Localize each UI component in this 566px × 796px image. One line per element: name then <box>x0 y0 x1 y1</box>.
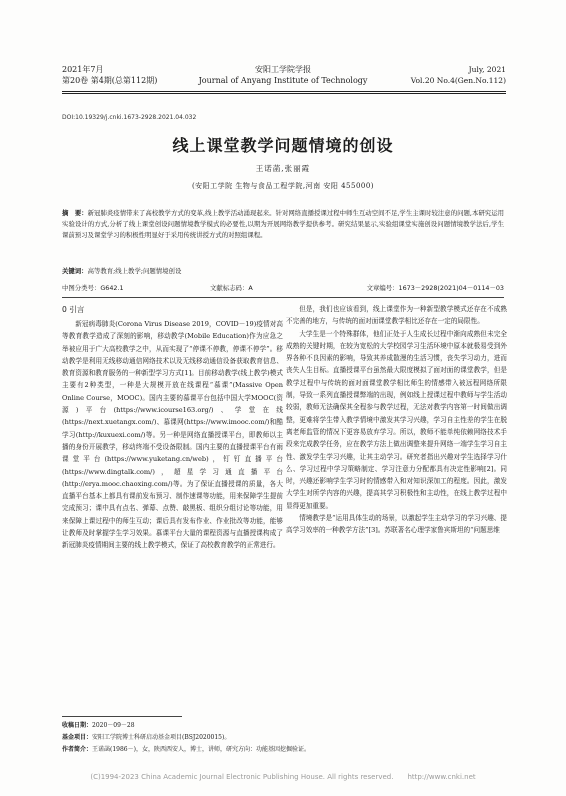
header-rule-bottom <box>62 93 506 94</box>
article-title: 线上课堂教学问题情境的创设 <box>172 136 394 155</box>
paragraph: 情境教学是“运用具体生动的场景，以激起学生主动学习的学习兴趣、提高学习效率的一种教学方法”[3]。苏联著名心理学家鲁宾斯坦的“问题思维 <box>286 514 507 535</box>
keywords <box>62 266 504 277</box>
keywords-text: 高等教育;线上教学;问题情境创设 <box>87 267 182 275</box>
section-heading: 0 引言 <box>62 305 85 314</box>
header-right <box>411 64 506 86</box>
journal-name-en: Journal of Anyang Institute of Technology <box>198 76 368 85</box>
header-rule-top <box>62 91 506 92</box>
fund-text: 安阳工学院博士科研启动基金项目(BSJ2020015)。 <box>92 734 231 741</box>
abstract <box>62 208 504 241</box>
footnote-fund <box>62 732 230 743</box>
right-column <box>286 303 507 537</box>
header-date-en: July, 2021 <box>468 65 506 74</box>
footnote-rule <box>62 716 182 717</box>
authors: 王诺菡,张丽霞 <box>255 164 311 173</box>
article-number: 文章编号：1673－2928(2021)04－0114－03 <box>366 284 504 292</box>
journal-name-cn: 安阳工学院学报 <box>255 65 311 74</box>
left-column <box>62 303 283 552</box>
copyright-footer: (C)1994-2023 China Academic Journal Electronic Publishing House. All rights reserved. http://www.cnki.net <box>90 773 476 781</box>
clc-number: 中图分类号：G642.1 <box>62 284 124 292</box>
document-code: 文献标志码：A <box>210 284 253 292</box>
paragraph: 但是，我们也应该看到，线上课堂作为一种新型教学模式还存在不成熟不完善的地方，与传统的面对面课堂教学相比还存在一定的局限性。 <box>286 305 507 326</box>
received-label: 收稿日期： <box>62 722 93 729</box>
header-volume-en: Vol.20 No.4(Gen.No.112) <box>410 76 506 85</box>
fund-label: 基金项目： <box>62 734 93 741</box>
footnote-received <box>62 720 135 731</box>
section-divider <box>62 297 504 298</box>
abstract-label: 摘 要： <box>62 209 88 217</box>
author-bio-label: 作者简介： <box>62 746 93 753</box>
abstract-text: 新冠肺炎疫情带来了高校教学方式的变革,线上教学活动涌现起来。针对网络直播授课过程中师生互动空间不足,学生主课时较注意的问题,本研究运用实验设计的方式,分析了线上课堂创设问题情境教学模式的必要性,以期为开展网络教学提供参考。研究结果显示,实验组课堂实施创设问题情境教学法后,学生课前预习及课堂学习的积极性明显好于采用传统讲授方式的对照组课程。 <box>62 209 504 239</box>
doi: DOI:10.19329/j.cnki.1673-2928.2021.04.032 <box>62 114 197 121</box>
paragraph: 新冠病毒肺炎(Corona Virus Disease 2019，COVID－19)疫情对高等教育教学造成了深刻的影响，移动教学(Mobile Education)作为应急之举被应用于广大高校教学之中，从而实现了“停课不停教，停课不停学”。移动教学是利用无线移动通信网络技术以及无线移动通信设备获取教育信息、教育资源和教育服务的一种新型学习方式[1]。目前移动教学(线上教学)模式主要有2种类型，一种是大规模开放在线课程“慕课”(Massive Open Online Course，MOOC)。国内主要的慕课平台包括中国大学MOOC(资源)平台(https://www.icourse163.org/)、学堂在线(https://next.xuetangx.com/)、慕课网(https://www.imooc.com/)和酷学习(http://kuxuexi.com/)等。另一种是网络直播授课平台，即教师以主播的身份开展教学，移动终端不受设备限制。国内主要的直播授课平台有雨课堂平台(https://www.yuketang.cn/web)，钉钉直播平台(https://www.dingtalk.com/)，超星学习通直播平台(http://erya.mooc.chaoxing.com/)等。为了保证直播授课的质量，各大直播平台基本上都具有课前发布预习、制作速课等功能，用来保障学生提前完成预习；课中具有点名、弹幕、点赞、敲黑板、组织分组讨论等功能，用来保障上课过程中的师生互动；课后具有发布作业、作业批改等功能，能够让教师及时掌握学生学习效果。慕课平台大量的课程资源与直播授课构成了新冠肺炎疫情期间主要的线上教学模式，保证了高校教育教学的正常进行。 <box>62 320 283 550</box>
affiliation: (安阳工学院 生物与食品工程学院,河南 安阳 455000) <box>191 182 375 190</box>
keywords-label: 关键词： <box>62 267 88 275</box>
header-volume: 第20卷 第4期(总第112期) <box>62 76 158 85</box>
header-date: 2021年7月 <box>62 65 104 74</box>
received-date: 2020－09－28 <box>92 722 135 729</box>
paragraph: 大学生是一个特殊群体，他们正处于人生成长过程中渐向成熟但未完全成熟的关键时期，在较为宽松的大学校园学习生活环境中原本就极易受到外界各种不良因素的影响，导致其养成散漫的生活习惯，丧失学习动力，进而丧失人生目标。直播授课平台虽然最大限度模拟了面对面的课堂教学，但是教学过程中与传统的面对面课堂教学相比师生的情感带入被远程网络所限制，导致一系列直播授课弊端的出现，例如线上授课过程中教师与学生活动较弱，教师无法确保其全程参与教学过程，无法对教学内容第一时间做出调整，更难将学生带入教学情境中激发其学习兴趣，学习自主性差的学生在脱离老师监管的情况下更容易放弃学习。所以，教师不能单纯依赖网络技术手段来完成教学任务，应在教学方法上做出调整来提升网络一端学生学习自主性、激发学生学习兴趣，让其主动学习。研究者指出兴趣对学生选择学习什么、学习过程中学习策略制定、学习注意力分配都具有决定性影响[2]。同时，兴趣还影响学生学习时的情感带入和对知识深加工的程度。因此，激发大学生对所学内容的兴趣，提高其学习积极性和主动性，在线上教学过程中显得更加重要。 <box>286 329 507 510</box>
author-bio-text: 王诺菡(1986－)，女，陕西西安人，博士，讲师，研究方向：功能基因挖掘验证。 <box>92 746 310 753</box>
footnote-author <box>62 744 310 755</box>
